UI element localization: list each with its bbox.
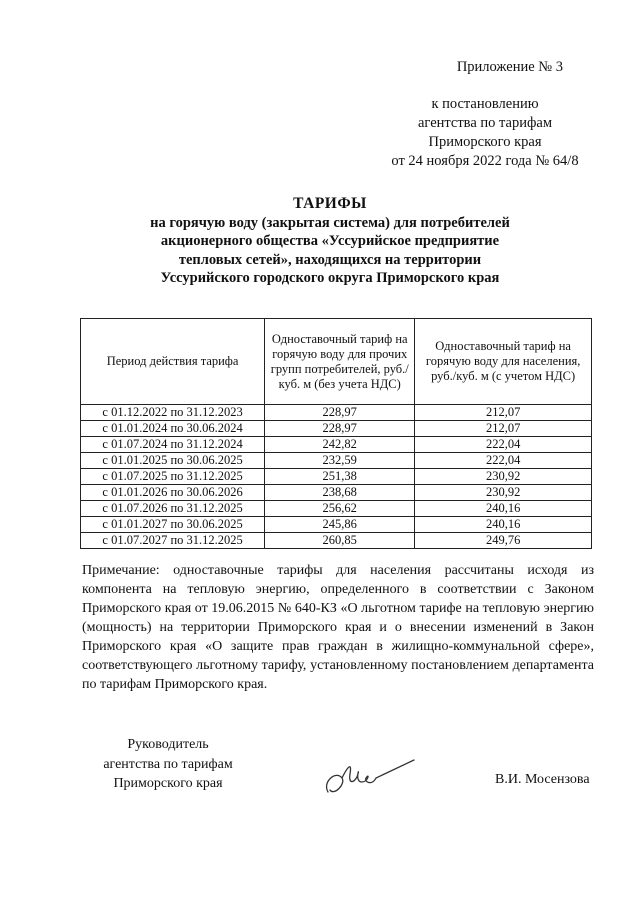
cell-tariff-population: 222,04 [415, 453, 592, 469]
handwritten-signature [318, 752, 428, 800]
table-row [81, 469, 592, 485]
cell-tariff-population: 212,07 [415, 405, 592, 421]
signatory-position [88, 735, 248, 794]
table-row [81, 533, 592, 549]
cell-tariff-population: 230,92 [415, 469, 592, 485]
cell-period: с 01.07.2027 по 31.12.2025 [81, 533, 265, 549]
table-row [81, 485, 592, 501]
appendix-line: от 24 ноября 2022 года № 64/8 [391, 153, 579, 169]
position-line: Руководитель [127, 737, 209, 752]
heading-line: Уссурийского городского округа Приморского края [160, 270, 500, 286]
tariff-table [80, 318, 592, 549]
cell-period: с 01.01.2025 по 30.06.2025 [81, 453, 265, 469]
cell-period: с 01.07.2024 по 31.12.2024 [81, 437, 265, 453]
table-row [81, 437, 592, 453]
cell-tariff-population: 230,92 [415, 485, 592, 501]
signatory-name: В.И. Мосензова [495, 772, 590, 787]
cell-tariff-population: 222,04 [415, 437, 592, 453]
header-tariff-population: Одноставочный тариф на горячую воду для населения, руб./куб. м (с учетом НДС) [415, 319, 592, 405]
cell-tariff-other: 256,62 [265, 501, 415, 517]
cell-period: с 01.01.2026 по 30.06.2026 [81, 485, 265, 501]
cell-period: с 01.07.2026 по 31.12.2025 [81, 501, 265, 517]
table-header-row [81, 319, 592, 405]
appendix-block [385, 58, 585, 171]
position-line: агентства по тарифам [103, 756, 233, 772]
heading-line: тепловых сетей», находящихся на территории [178, 251, 482, 268]
appendix-line: Приморского края [428, 134, 542, 150]
appendix-title: Приложение № 3 [456, 59, 563, 75]
heading-main: ТАРИФЫ [293, 195, 367, 212]
appendix-line: к постановлению [431, 96, 539, 112]
cell-tariff-population: 212,07 [415, 421, 592, 437]
table-row [81, 453, 592, 469]
cell-tariff-other: 242,82 [265, 437, 415, 453]
cell-period: с 01.01.2027 по 30.06.2025 [81, 517, 265, 533]
cell-tariff-other: 238,68 [265, 485, 415, 501]
table-body [81, 405, 592, 549]
cell-tariff-population: 249,76 [415, 533, 592, 549]
cell-tariff-other: 228,97 [265, 405, 415, 421]
cell-tariff-population: 240,16 [415, 517, 592, 533]
table-row [81, 501, 592, 517]
heading-line: акционерного общества «Уссурийское предприятие [160, 233, 500, 249]
cell-tariff-other: 232,59 [265, 453, 415, 469]
cell-period: с 01.01.2024 по 30.06.2024 [81, 421, 265, 437]
cell-tariff-population: 240,16 [415, 501, 592, 517]
cell-tariff-other: 228,97 [265, 421, 415, 437]
cell-tariff-other: 251,38 [265, 469, 415, 485]
position-line: Приморского края [113, 776, 223, 791]
table-row [81, 405, 592, 421]
cell-period: с 01.12.2022 по 31.12.2023 [81, 405, 265, 421]
header-tariff-other: Одноставочный тариф на горячую воду для прочих групп потребителей, руб./куб. м (без учета НДС) [265, 319, 415, 405]
heading-line: на горячую воду (закрытая система) для потребителей [150, 214, 510, 231]
header-period: Период действия тарифа [81, 319, 265, 405]
cell-tariff-other: 260,85 [265, 533, 415, 549]
document-heading [120, 195, 540, 288]
cell-period: с 01.07.2025 по 31.12.2025 [81, 469, 265, 485]
note-paragraph: Примечание: одноставочные тарифы для населения рассчитаны исходя из компонента на тепловую энергию, определенного в соответствии с Законом Приморского края от 19.06.2015 № 640-КЗ «О льготном тарифе на тепловую энергию (мощность) на территории Приморского края и о внесении изменений в Закон Приморского края «О защите прав граждан в жилищно-коммунальной сфере», соответствующего льготному тарифу, установленному постановлением департамента по тарифам Приморского края. [82, 563, 594, 692]
table-row [81, 421, 592, 437]
appendix-line: агентства по тарифам [418, 115, 552, 131]
table-row [81, 517, 592, 533]
cell-tariff-other: 245,86 [265, 517, 415, 533]
